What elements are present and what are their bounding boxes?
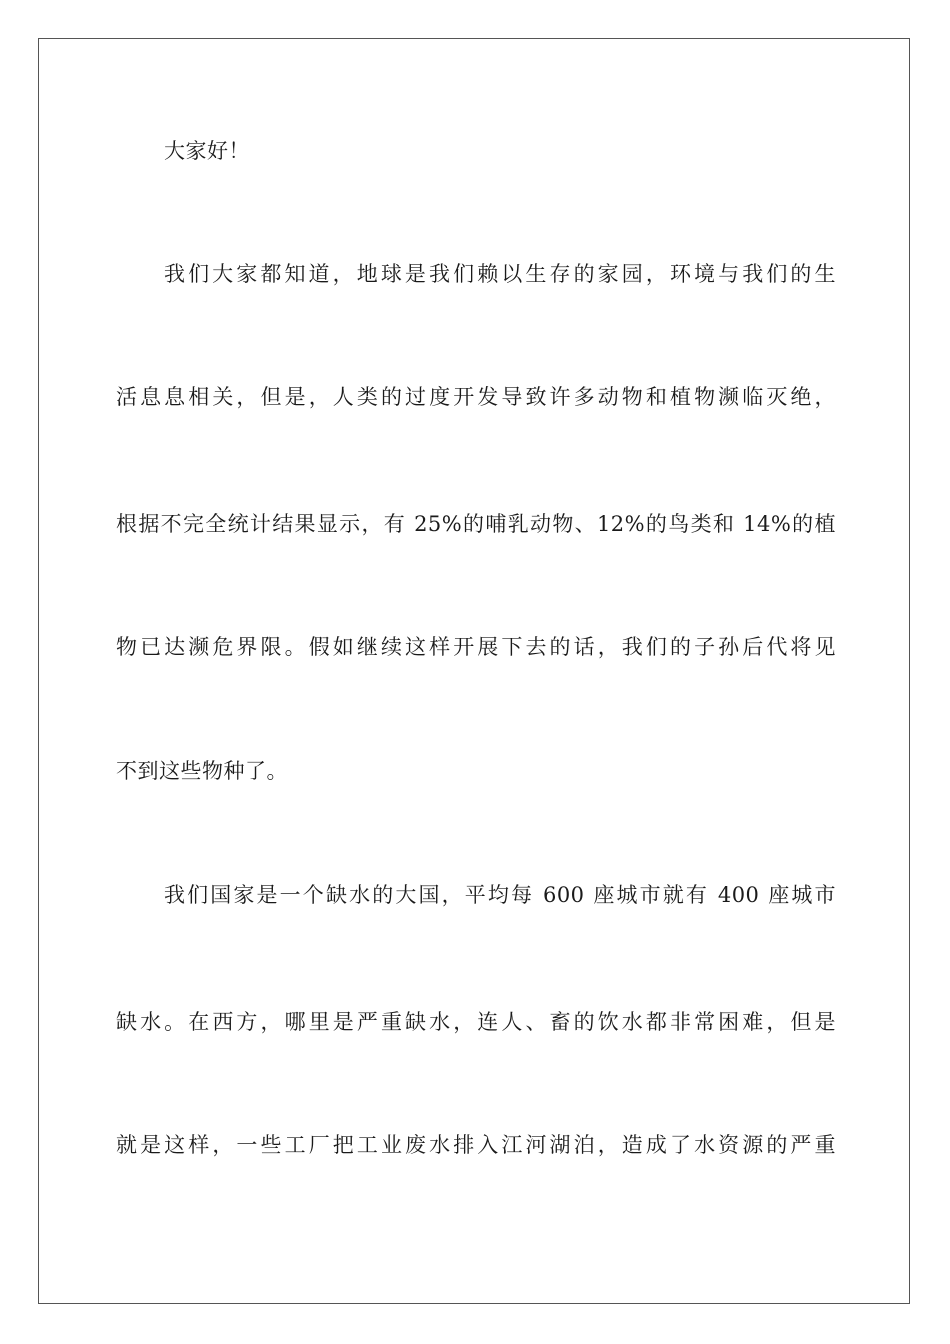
paragraph-1-line-3: 根据不完全统计结果显示，有 25%的哺乳动物、12%的鸟类和 14%的植 <box>116 512 836 536</box>
page-border <box>38 38 910 1304</box>
paragraph-1-line-5: 不到这些物种了。 <box>116 759 288 783</box>
greeting-line: 大家好！ <box>164 139 250 163</box>
paragraph-1-line-4: 物已达濒危界限。假如继续这样开展下去的话，我们的子孙后代将见 <box>116 635 836 659</box>
paragraph-1-line-1: 我们大家都知道，地球是我们赖以生存的家园，环境与我们的生 <box>164 262 836 286</box>
paragraph-2-line-1: 我们国家是一个缺水的大国，平均每 600 座城市就有 400 座城市 <box>164 883 836 907</box>
paragraph-2-line-3: 就是这样，一些工厂把工业废水排入江河湖泊，造成了水资源的严重 <box>116 1133 836 1157</box>
paragraph-2-line-2: 缺水。在西方，哪里是严重缺水，连人、畜的饮水都非常困难，但是 <box>116 1010 836 1034</box>
paragraph-1-line-2: 活息息相关，但是，人类的过度开发导致许多动物和植物濒临灭绝， <box>116 385 836 409</box>
